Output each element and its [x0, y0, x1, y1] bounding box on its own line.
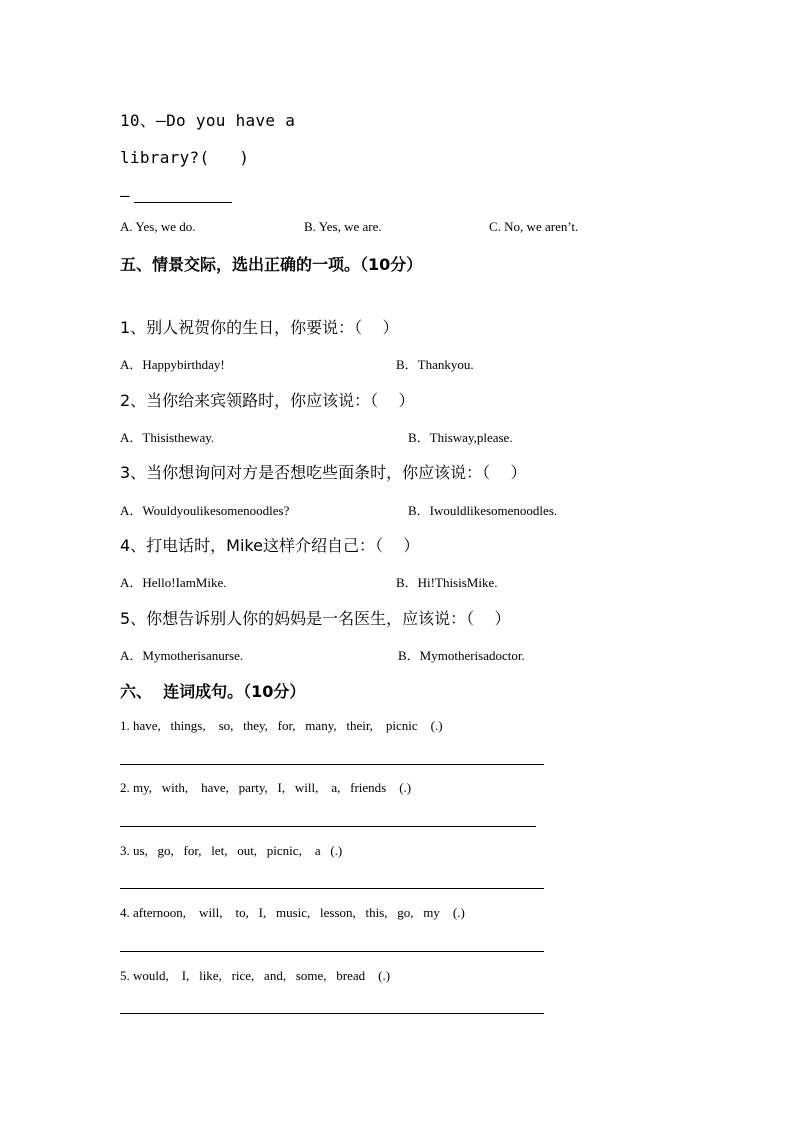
s5-q4-option-a: A．Hello!IamMike.	[120, 575, 227, 590]
s5-q1-option-a: A．Happybirthday!	[120, 357, 225, 372]
s6-item-5-answer-line	[120, 1013, 544, 1014]
s6-item-1: 1. have, things, so, they, for, many, their, picnic (.)	[120, 718, 443, 733]
s6-item-2-answer-line	[120, 826, 536, 827]
s5-q1-option-b: B．Thankyou.	[396, 357, 474, 372]
s6-item-3: 3. us, go, for, let, out, picnic, a (.)	[120, 843, 343, 858]
s6-item-3-answer-line	[120, 888, 544, 889]
s5-question-4: 4、打电话时，Mike这样介绍自己：（ ）	[120, 536, 420, 555]
q10-option-b: B. Yes, we are.	[304, 219, 382, 234]
section5-title: 五、情景交际，选出正确的一项。（10分）	[120, 255, 423, 274]
q10-line2: library?( )	[120, 148, 250, 167]
s5-q3-option-b: B．Iwouldlikesomenoodles.	[408, 503, 558, 518]
q10-option-c: C. No, we aren’t.	[489, 219, 579, 234]
s6-item-5: 5. would, I, like, rice, and, some, bread (.)	[120, 968, 391, 983]
s5-question-1: 1、别人祝贺你的生日，你要说：（ ）	[120, 318, 399, 337]
s5-question-3: 3、当你想询问对方是否想吃些面条时，你应该说：（ ）	[120, 463, 527, 482]
s5-q5-option-a: A．Mymotherisanurse.	[120, 648, 244, 663]
q10-dash: —	[120, 186, 130, 205]
s5-question-2: 2、当你给来宾领路时，你应该说：（ ）	[120, 391, 415, 410]
s6-item-4: 4. afternoon, will, to, I, music, lesson, this, go, my (.)	[120, 905, 465, 920]
s5-q2-option-a: A．Thisistheway.	[120, 430, 215, 445]
s5-q2-option-b: B．Thisway,please.	[408, 430, 513, 445]
s6-item-1-answer-line	[120, 764, 544, 765]
s6-item-4-answer-line	[120, 951, 544, 952]
s5-question-5: 5、你想告诉别人你的妈妈是一名医生，应该说：（ ）	[120, 609, 511, 628]
q10-option-a: A. Yes, we do.	[120, 219, 196, 234]
q10-answer-line	[134, 202, 232, 203]
section6-title: 六、 连词成句。（10分）	[120, 682, 306, 701]
s6-item-2: 2. my, with, have, party, I, will, a, friends (.)	[120, 780, 412, 795]
s5-q3-option-a: A．Wouldyoulikesomenoodles?	[120, 503, 290, 518]
s5-q5-option-b: B．Mymotherisadoctor.	[398, 648, 525, 663]
s5-q4-option-b: B．Hi!ThisisMike.	[396, 575, 498, 590]
q10-line1: 10、—Do you have a	[120, 111, 296, 130]
